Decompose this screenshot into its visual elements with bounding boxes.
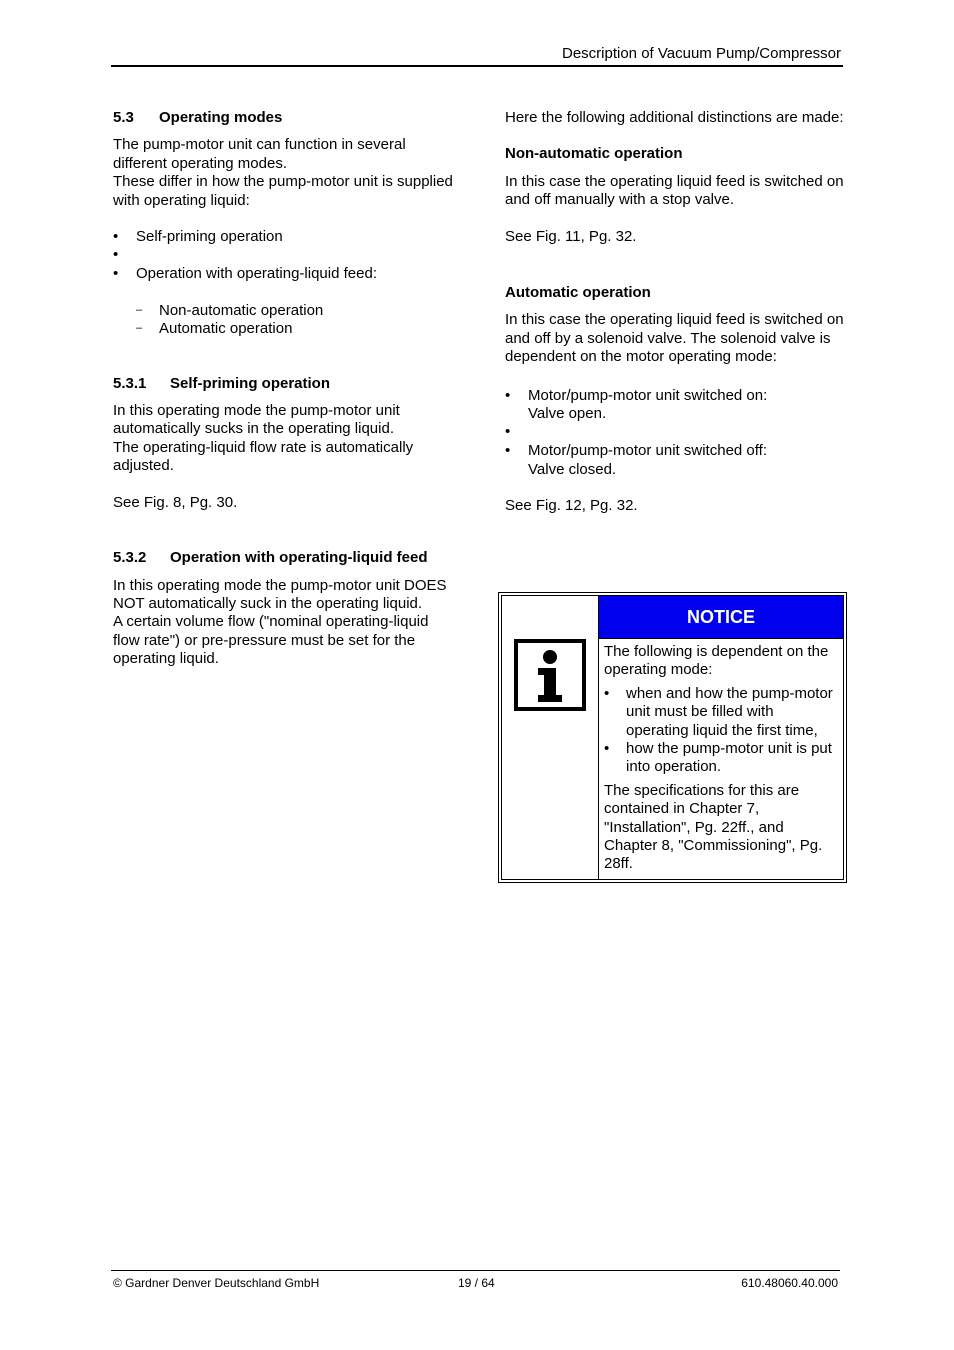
section-5-3-1-heading: [113, 375, 458, 393]
footer-document-number: 610.48060.40.000: [741, 1276, 838, 1290]
list-item: • how the pump-motor unit is put into operation.: [604, 740, 839, 777]
footer-copyright: © Gardner Denver Deutschland GmbH: [113, 1276, 320, 1290]
section-title: Self-priming operation: [170, 374, 331, 392]
modes-list: [113, 228, 458, 284]
section-number: 5.3.1: [113, 374, 147, 392]
paragraph: The operating-liquid flow rate is automatically adjusted.: [113, 438, 414, 475]
list-item: [505, 387, 850, 424]
list-item: • when and how the pump-motor unit must be filled with operating liquid the first time,: [604, 685, 839, 740]
info-icon: [514, 639, 586, 711]
footer-page-number: 19 / 64: [458, 1276, 495, 1290]
valve-states-list: [505, 387, 850, 480]
header-rule: [111, 65, 843, 67]
list-item: • Operation with operating-liquid feed:: [113, 265, 458, 283]
spacer: [113, 246, 458, 265]
notice-intro: The following is dependent on the operating mode:: [604, 643, 829, 679]
list-item-line: Motor/pump-motor unit switched on:: [528, 386, 768, 404]
left-column: [113, 109, 458, 669]
figure-reference: See Fig. 8, Pg. 30.: [113, 493, 238, 511]
section-number: 5.3.2: [113, 549, 147, 567]
paragraph: A certain volume flow ("nominal operating-liquid flow rate") or pre-pressure must be set for the operating liquid.: [113, 613, 429, 668]
notice-body: [599, 639, 843, 874]
paragraph: These differ in how the pump-motor unit is supplied with operating liquid:: [113, 173, 453, 209]
list-item-line: Valve closed.: [528, 460, 617, 478]
section-number: 5.3: [113, 109, 134, 126]
notice-box: [498, 592, 847, 883]
paragraph: Here the following additional distinctions are made:: [505, 109, 844, 126]
section-title: Operating modes: [159, 109, 283, 126]
list-item-line: Motor/pump-motor unit switched off:: [528, 442, 767, 460]
notice-heading: NOTICE: [599, 596, 843, 639]
notice-icon-cell: [502, 596, 599, 879]
figure-reference: See Fig. 12, Pg. 32.: [505, 497, 638, 515]
paragraph: The pump-motor unit can function in several different operating modes.: [113, 136, 406, 172]
spacer: [505, 423, 850, 442]
notice-list: [604, 685, 839, 777]
section-title: Operation with operating-liquid feed: [170, 549, 428, 567]
list-item: – Non-automatic operation: [136, 302, 458, 320]
list-item-line: Valve open.: [528, 405, 607, 423]
list-item: – Automatic operation: [136, 320, 458, 338]
subheading-non-automatic: Non-automatic operation: [505, 145, 683, 163]
paragraph: In this case the operating liquid feed is switched on and off manually with a stop valve.: [505, 172, 844, 209]
notice-outro: The specifications for this are contained in Chapter 7, "Installation", Pg. 22ff., and Chapter 8, "Commissioning", Pg. 28ff.: [604, 781, 823, 873]
paragraph: In this operating mode the pump-motor unit DOES NOT automatically suck in the operating liquid.: [113, 576, 447, 612]
page-header-title: Description of Vacuum Pump/Compressor: [562, 45, 841, 62]
paragraph: In this operating mode the pump-motor unit automatically sucks in the operating liquid.: [113, 402, 400, 438]
list-item: [505, 442, 850, 479]
figure-reference: See Fig. 11, Pg. 32.: [505, 227, 637, 245]
list-item: • Self-priming operation: [113, 228, 458, 246]
subheading-automatic: Automatic operation: [505, 284, 651, 302]
section-5-3-2-heading: [113, 549, 458, 567]
right-column: [505, 109, 850, 516]
section-5-3-heading: [113, 109, 458, 127]
paragraph: In this case the operating liquid feed is switched on and off by a solenoid valve. The solenoid valve is dependent on the motor operating mode:: [505, 311, 844, 366]
footer-rule: [111, 1270, 840, 1271]
submodes-list: [113, 302, 458, 339]
